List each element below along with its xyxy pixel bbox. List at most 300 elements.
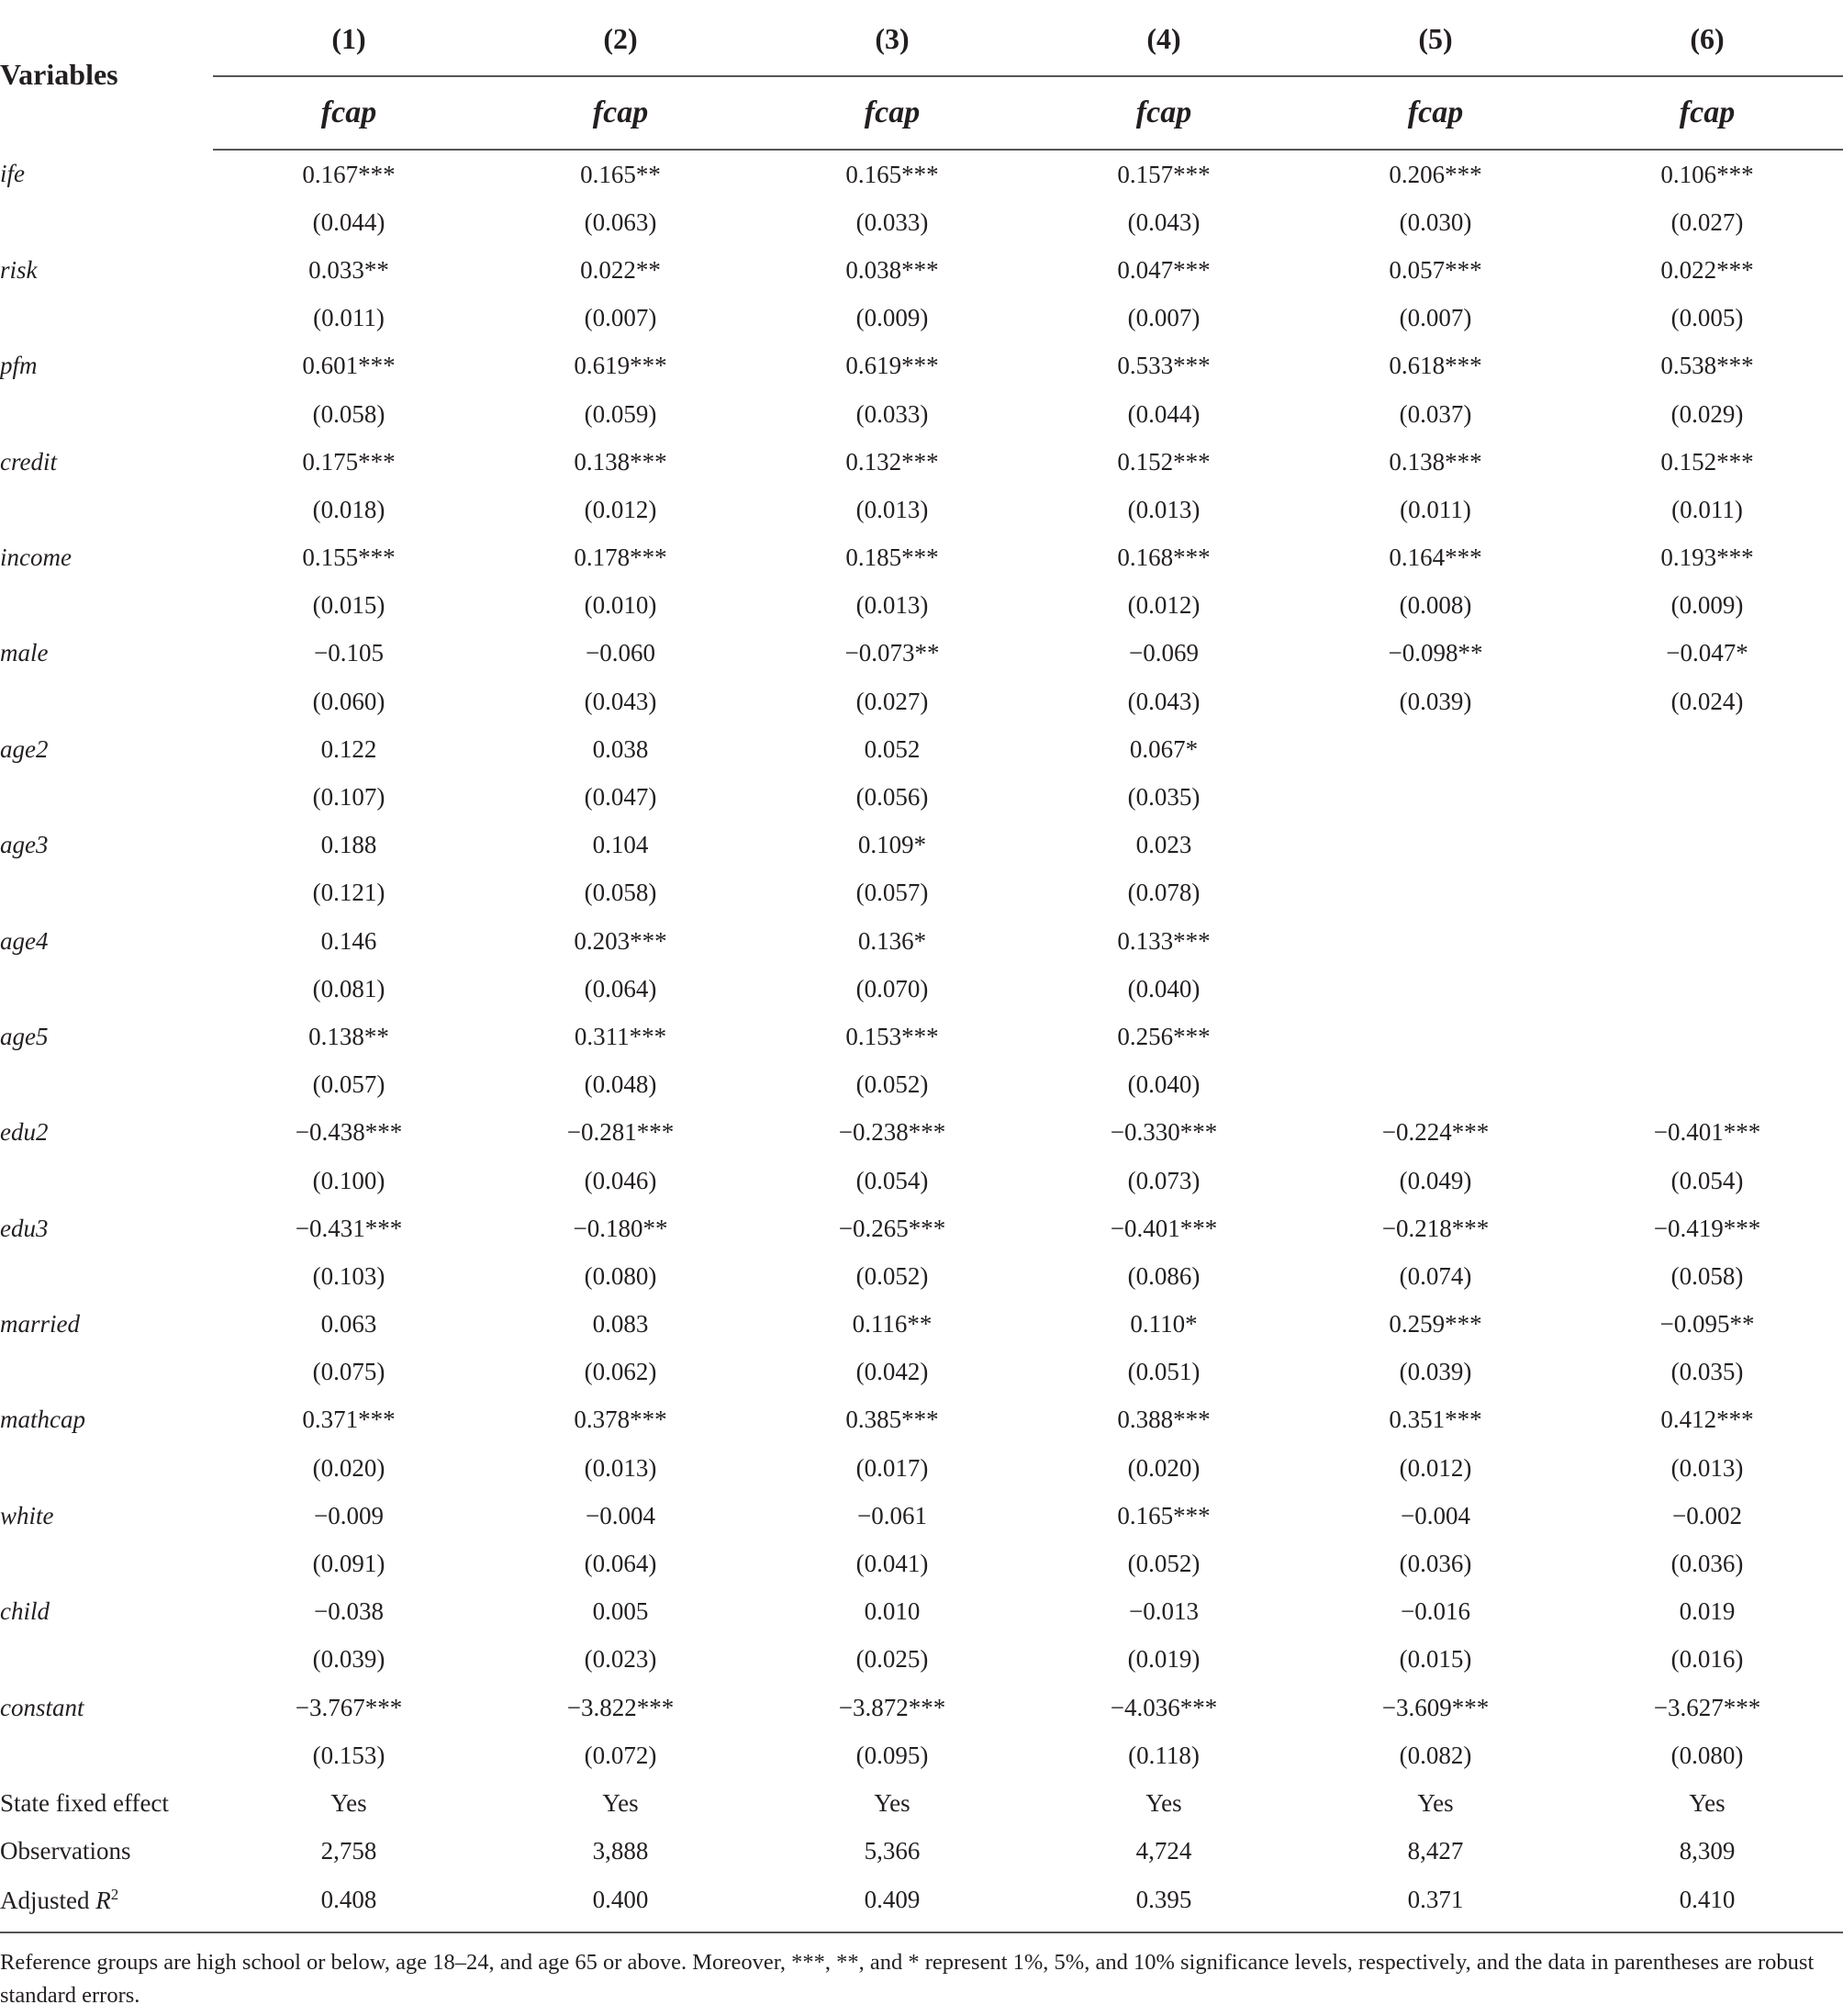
- table-cell: 0.138***: [1389, 447, 1482, 476]
- table-cell: 0.152***: [1660, 447, 1754, 476]
- table-row: [0, 725, 1843, 773]
- table-cell: 0.168***: [1117, 543, 1211, 572]
- table-cell: (0.051): [1127, 1358, 1201, 1386]
- row-label: [0, 773, 213, 821]
- table-cell: 0.165***: [845, 160, 939, 188]
- table-cell: −0.238***: [838, 1118, 946, 1147]
- table-row: [0, 822, 1843, 869]
- row-label: credit: [0, 447, 57, 476]
- row-label: risk: [0, 255, 38, 284]
- table-cell: (0.007): [584, 304, 657, 332]
- table-cell: −3.767***: [295, 1693, 403, 1721]
- table-cell: 0.533***: [1117, 352, 1211, 380]
- table-cell: 0.410: [1679, 1886, 1736, 1914]
- table-cell: (0.030): [1399, 207, 1472, 236]
- table-cell: (0.058): [584, 879, 657, 907]
- table-cell: 0.122: [320, 734, 377, 763]
- table-cell: (0.013): [1670, 1453, 1744, 1482]
- table-cell: Yes: [1689, 1788, 1726, 1817]
- table-cell: Yes: [602, 1788, 639, 1817]
- table-cell: (0.016): [1670, 1645, 1744, 1674]
- row-label: [0, 1157, 213, 1204]
- table-cell: (0.052): [855, 1070, 929, 1099]
- table-cell: [1300, 822, 1571, 869]
- table-cell: (0.024): [1670, 687, 1744, 715]
- table-cell: 5,366: [864, 1837, 921, 1865]
- table-cell: 0.023: [1135, 831, 1192, 859]
- table-cell: 0.618***: [1389, 352, 1482, 380]
- table-cell: (0.078): [1127, 879, 1201, 907]
- table-cell: −3.822***: [566, 1693, 675, 1721]
- table-cell: 0.038: [592, 734, 649, 763]
- table-cell: −0.061: [857, 1501, 927, 1529]
- table-cell: [1571, 917, 1843, 965]
- table-cell: (0.043): [584, 687, 657, 715]
- table-cell: 0.106***: [1660, 160, 1754, 188]
- table-cell: (0.121): [312, 879, 385, 907]
- table-cell: (0.064): [584, 1550, 657, 1578]
- table-cell: [1300, 725, 1571, 773]
- table-cell: −3.609***: [1381, 1693, 1490, 1721]
- table-cell: 0.259***: [1389, 1310, 1482, 1338]
- row-label: married: [0, 1310, 80, 1338]
- table-cell: −0.047*: [1666, 639, 1748, 667]
- table-cell: (0.035): [1127, 783, 1201, 812]
- row-label: [0, 1252, 213, 1300]
- column-number: (2): [603, 21, 638, 55]
- table-cell: −0.281***: [566, 1118, 675, 1147]
- table-cell: [1571, 822, 1843, 869]
- table-cell: (0.080): [584, 1261, 657, 1290]
- table-row: [0, 1588, 1843, 1636]
- row-label: [0, 869, 213, 917]
- table-row: [0, 295, 1843, 342]
- table-cell: 0.005: [592, 1597, 649, 1626]
- table-cell: 0.188: [320, 831, 377, 859]
- table-row: [0, 1492, 1843, 1540]
- table-row: [0, 150, 1843, 198]
- table-cell: −0.265***: [838, 1214, 946, 1242]
- table-cell: −0.004: [586, 1501, 655, 1529]
- column-number: (1): [331, 21, 366, 55]
- table-cell: (0.011): [1671, 495, 1743, 523]
- table-cell: (0.039): [1399, 687, 1472, 715]
- table-cell: (0.011): [1400, 495, 1471, 523]
- table-cell: 0.038***: [845, 255, 939, 284]
- table-cell: −0.009: [314, 1501, 384, 1529]
- table-cell: (0.013): [1127, 495, 1201, 523]
- row-label: State fixed effect: [0, 1788, 169, 1817]
- table-cell: (0.007): [1399, 304, 1472, 332]
- table-cell: 0.153***: [845, 1022, 939, 1050]
- table-cell: 0.412***: [1660, 1406, 1754, 1434]
- row-label: [0, 1349, 213, 1396]
- row-label: white: [0, 1501, 54, 1529]
- table-row: [0, 1204, 1843, 1252]
- table-row: [0, 1061, 1843, 1109]
- table-cell: (0.063): [584, 207, 657, 236]
- table-cell: Yes: [330, 1788, 367, 1817]
- dependent-variable: fcap: [756, 76, 1028, 150]
- table-cell: 0.155***: [302, 543, 396, 572]
- table-row: [0, 1301, 1843, 1349]
- table-cell: (0.043): [1127, 207, 1201, 236]
- table-cell: −0.419***: [1653, 1214, 1761, 1242]
- row-label: [0, 390, 213, 438]
- table-cell: 0.619***: [845, 352, 939, 380]
- table-cell: −0.060: [586, 639, 655, 667]
- table-row: [0, 342, 1843, 390]
- table-cell: (0.052): [1127, 1550, 1201, 1578]
- table-cell: 0.385***: [845, 1406, 939, 1434]
- table-cell: (0.070): [855, 974, 929, 1002]
- table-cell: −0.098**: [1388, 639, 1483, 667]
- table-cell: (0.007): [1127, 304, 1201, 332]
- table-cell: −0.016: [1401, 1597, 1470, 1626]
- table-cell: (0.023): [584, 1645, 657, 1674]
- table-cell: Yes: [1145, 1788, 1182, 1817]
- table-row: [0, 773, 1843, 821]
- table-cell: (0.040): [1127, 1070, 1201, 1099]
- table-cell: (0.044): [1127, 399, 1201, 428]
- row-label: age5: [0, 1022, 49, 1050]
- dependent-variable: fcap: [1028, 76, 1300, 150]
- table-cell: 0.619***: [574, 352, 667, 380]
- table-cell: 0.371***: [302, 1406, 396, 1434]
- table-row: [0, 198, 1843, 246]
- table-cell: 8,427: [1407, 1837, 1464, 1865]
- table-cell: 0.601***: [302, 352, 396, 380]
- table-cell: −3.872***: [838, 1693, 946, 1721]
- table-cell: (0.033): [855, 399, 929, 428]
- table-cell: (0.073): [1127, 1166, 1201, 1194]
- table-cell: 0.408: [320, 1886, 377, 1914]
- table-cell: (0.015): [312, 591, 385, 620]
- row-label: pfm: [0, 352, 38, 380]
- table-cell: [1571, 773, 1843, 821]
- row-label: edu3: [0, 1214, 49, 1242]
- table-row: [0, 1731, 1843, 1779]
- table-row: [0, 390, 1843, 438]
- table-cell: (0.039): [1399, 1358, 1472, 1386]
- row-label: edu2: [0, 1118, 49, 1147]
- row-label-superscript: 2: [110, 1885, 119, 1903]
- table-cell: (0.011): [313, 304, 385, 332]
- table-row: [0, 1444, 1843, 1492]
- table-row: [0, 965, 1843, 1013]
- table-cell: (0.060): [312, 687, 385, 715]
- table-cell: 0.371: [1407, 1886, 1464, 1914]
- table-cell: (0.091): [312, 1550, 385, 1578]
- table-row: [0, 630, 1843, 678]
- table-row: [0, 486, 1843, 533]
- row-label: [0, 1876, 213, 1925]
- table-cell: 0.351***: [1389, 1406, 1482, 1434]
- table-cell: 0.010: [864, 1597, 921, 1626]
- table-cell: (0.081): [312, 974, 385, 1002]
- table-cell: 0.019: [1679, 1597, 1736, 1626]
- table-cell: −0.438***: [295, 1118, 403, 1147]
- dependent-variable: fcap: [485, 76, 756, 150]
- table-cell: (0.009): [1670, 591, 1744, 620]
- table-row: [0, 1540, 1843, 1587]
- table-cell: (0.033): [855, 207, 929, 236]
- table-cell: (0.020): [1127, 1453, 1201, 1482]
- table-cell: (0.056): [855, 783, 929, 812]
- row-label: mathcap: [0, 1406, 85, 1434]
- dependent-variable: fcap: [1571, 76, 1843, 150]
- row-label: [0, 1444, 213, 1492]
- table-cell: 0.538***: [1660, 352, 1754, 380]
- table-cell: −0.180**: [573, 1214, 668, 1242]
- table-cell: (0.041): [855, 1550, 929, 1578]
- table-cell: 0.388***: [1117, 1406, 1211, 1434]
- table-cell: (0.025): [855, 1645, 929, 1674]
- table-cell: (0.062): [584, 1358, 657, 1386]
- table-cell: (0.035): [1670, 1358, 1744, 1386]
- table-cell: (0.052): [855, 1261, 929, 1290]
- table-cell: (0.058): [312, 399, 385, 428]
- table-cell: (0.054): [1670, 1166, 1744, 1194]
- table-cell: (0.103): [312, 1261, 385, 1290]
- column-number: (5): [1418, 21, 1453, 55]
- table-row: [0, 1349, 1843, 1396]
- table-cell: 0.256***: [1117, 1022, 1211, 1050]
- table-cell: (0.040): [1127, 974, 1201, 1002]
- bottom-rule: [0, 1932, 1843, 1933]
- table-cell: −0.038: [314, 1597, 384, 1626]
- table-cell: −0.105: [314, 639, 384, 667]
- table-cell: 0.033**: [308, 255, 389, 284]
- table-cell: (0.020): [312, 1453, 385, 1482]
- column-number: (4): [1146, 21, 1181, 55]
- column-number: (6): [1690, 21, 1725, 55]
- table-cell: −3.627***: [1653, 1693, 1761, 1721]
- table-cell: [1300, 1013, 1571, 1060]
- table-cell: (0.057): [312, 1070, 385, 1099]
- table-cell: (0.074): [1399, 1261, 1472, 1290]
- row-label: age2: [0, 734, 49, 763]
- row-label: [0, 582, 213, 630]
- row-label: constant: [0, 1693, 84, 1721]
- table-cell: (0.010): [584, 591, 657, 620]
- table-row: [0, 869, 1843, 917]
- table-cell: −0.218***: [1381, 1214, 1490, 1242]
- dependent-variable: fcap: [213, 76, 485, 150]
- table-cell: 0.146: [320, 926, 377, 955]
- row-label: age4: [0, 926, 49, 955]
- row-label: [0, 1731, 213, 1779]
- table-cell: 0.022**: [580, 255, 661, 284]
- table-cell: 0.022***: [1660, 255, 1754, 284]
- table-cell: (0.049): [1399, 1166, 1472, 1194]
- table-row: [0, 1779, 1843, 1827]
- table-cell: (0.036): [1399, 1550, 1472, 1578]
- table-cell: (0.015): [1399, 1645, 1472, 1674]
- table-row: [0, 1636, 1843, 1684]
- table-cell: 0.152***: [1117, 447, 1211, 476]
- table-row: [0, 1828, 1843, 1876]
- table-cell: 0.206***: [1389, 160, 1482, 188]
- table-cell: (0.118): [1128, 1741, 1200, 1769]
- table-cell: (0.009): [855, 304, 929, 332]
- table-cell: (0.013): [584, 1453, 657, 1482]
- table-cell: 0.063: [320, 1310, 377, 1338]
- table-cell: [1571, 869, 1843, 917]
- table-note: Reference groups are high school or below, age 18–24, and age 65 or above. Moreover, ***, **, and * represent 1%, 5%, and 10% significance levels, respectively, and the data in parentheses are robust standard errors.: [0, 1950, 1815, 2008]
- table-row: [0, 534, 1843, 582]
- row-label: [0, 198, 213, 246]
- table-cell: (0.019): [1127, 1645, 1201, 1674]
- table-cell: (0.012): [584, 495, 657, 523]
- table-cell: −4.036***: [1110, 1693, 1218, 1721]
- table-cell: 4,724: [1135, 1837, 1192, 1865]
- table-cell: 0.052: [864, 734, 921, 763]
- column-number: (3): [875, 21, 910, 55]
- table-cell: (0.036): [1670, 1550, 1744, 1578]
- row-label: [0, 295, 213, 342]
- table-cell: (0.044): [312, 207, 385, 236]
- table-cell: 0.083: [592, 1310, 649, 1338]
- table-cell: 2,758: [320, 1837, 377, 1865]
- table-cell: 0.167***: [302, 160, 396, 188]
- table-cell: (0.043): [1127, 687, 1201, 715]
- table-cell: [1300, 869, 1571, 917]
- table-row: [0, 1876, 1843, 1925]
- table-cell: −0.431***: [295, 1214, 403, 1242]
- row-label: income: [0, 543, 72, 572]
- table-row: [0, 1109, 1843, 1157]
- table-row: [0, 917, 1843, 965]
- table-row: [0, 1684, 1843, 1731]
- table-cell: 0.157***: [1117, 160, 1211, 188]
- table-cell: 0.165**: [580, 160, 661, 188]
- table-cell: −0.401***: [1110, 1214, 1218, 1242]
- table-cell: −0.069: [1129, 639, 1199, 667]
- table-cell: (0.153): [312, 1741, 385, 1769]
- dependent-variable: fcap: [1300, 76, 1571, 150]
- table-cell: 0.400: [592, 1886, 649, 1914]
- table-cell: 0.047***: [1117, 255, 1211, 284]
- table-cell: (0.027): [855, 687, 929, 715]
- table-cell: (0.086): [1127, 1261, 1201, 1290]
- table-cell: 0.395: [1135, 1886, 1192, 1914]
- table-cell: (0.017): [855, 1453, 929, 1482]
- table-cell: (0.072): [584, 1741, 657, 1769]
- table-cell: (0.048): [584, 1070, 657, 1099]
- variables-header: Variables: [0, 58, 118, 91]
- table-cell: (0.042): [855, 1358, 929, 1386]
- table-row: [0, 246, 1843, 294]
- table-cell: 0.133***: [1117, 926, 1211, 955]
- table-cell: (0.027): [1670, 207, 1744, 236]
- table-cell: −0.330***: [1110, 1118, 1218, 1147]
- table-cell: 0.311***: [574, 1022, 667, 1050]
- table-cell: 0.132***: [845, 447, 939, 476]
- table-cell: Yes: [1417, 1788, 1454, 1817]
- table-row: [0, 438, 1843, 486]
- table-cell: [1300, 773, 1571, 821]
- table-cell: −0.004: [1401, 1501, 1470, 1529]
- table-cell: [1571, 965, 1843, 1013]
- table-cell: [1300, 1061, 1571, 1109]
- row-label: [0, 965, 213, 1013]
- table-cell: 0.116**: [852, 1310, 933, 1338]
- table-cell: (0.013): [855, 591, 929, 620]
- table-cell: (0.047): [584, 783, 657, 812]
- table-cell: (0.095): [855, 1741, 929, 1769]
- table-body: [0, 150, 1843, 1925]
- table-cell: (0.080): [1670, 1741, 1744, 1769]
- table-cell: 0.378***: [574, 1406, 667, 1434]
- row-label: age3: [0, 831, 49, 859]
- table-row: [0, 1252, 1843, 1300]
- table-cell: [1571, 1013, 1843, 1060]
- table-cell: (0.037): [1399, 399, 1472, 428]
- table-cell: (0.100): [312, 1166, 385, 1194]
- table-cell: 0.138**: [308, 1022, 389, 1050]
- row-label: child: [0, 1597, 50, 1626]
- table-cell: [1571, 1061, 1843, 1109]
- table-cell: (0.054): [855, 1166, 929, 1194]
- table-cell: 0.203***: [574, 926, 667, 955]
- table-cell: 0.067*: [1129, 734, 1199, 763]
- table-cell: (0.012): [1127, 591, 1201, 620]
- table-cell: −0.224***: [1381, 1118, 1490, 1147]
- row-label: ife: [0, 160, 25, 188]
- table-cell: 0.109*: [857, 831, 927, 859]
- row-label: [0, 1540, 213, 1587]
- table-cell: Yes: [874, 1788, 910, 1817]
- table-row: [0, 1396, 1843, 1444]
- table-row: [0, 582, 1843, 630]
- table-cell: 0.110*: [1130, 1310, 1198, 1338]
- table-cell: (0.082): [1399, 1741, 1472, 1769]
- table-cell: 0.185***: [845, 543, 939, 572]
- table-cell: (0.046): [584, 1166, 657, 1194]
- table-row: [0, 678, 1843, 725]
- table-cell: 0.409: [864, 1886, 921, 1914]
- table-cell: −0.073**: [844, 639, 940, 667]
- row-label: Observations: [0, 1837, 131, 1865]
- table-cell: (0.107): [312, 783, 385, 812]
- row-label: male: [0, 639, 49, 667]
- table-cell: (0.064): [584, 974, 657, 1002]
- table-cell: (0.018): [312, 495, 385, 523]
- table-cell: (0.029): [1670, 399, 1744, 428]
- table-cell: −0.013: [1129, 1597, 1199, 1626]
- table-cell: 0.193***: [1660, 543, 1754, 572]
- table-cell: (0.075): [312, 1358, 385, 1386]
- table-cell: 8,309: [1679, 1837, 1736, 1865]
- table-cell: [1571, 725, 1843, 773]
- table-cell: −0.002: [1672, 1501, 1742, 1529]
- table-cell: 0.057***: [1389, 255, 1482, 284]
- table-row: [0, 1157, 1843, 1204]
- table-cell: 0.104: [592, 831, 649, 859]
- table-cell: 0.165***: [1117, 1501, 1211, 1529]
- table-cell: 0.136*: [857, 926, 927, 955]
- table-cell: 0.178***: [574, 543, 667, 572]
- table-cell: (0.005): [1670, 304, 1744, 332]
- table-cell: (0.039): [312, 1645, 385, 1674]
- table-cell: 0.164***: [1389, 543, 1482, 572]
- table-cell: [1300, 965, 1571, 1013]
- table-cell: 0.175***: [302, 447, 396, 476]
- table-cell: (0.058): [1670, 1261, 1744, 1290]
- table-cell: (0.008): [1399, 591, 1472, 620]
- row-label: [0, 1061, 213, 1109]
